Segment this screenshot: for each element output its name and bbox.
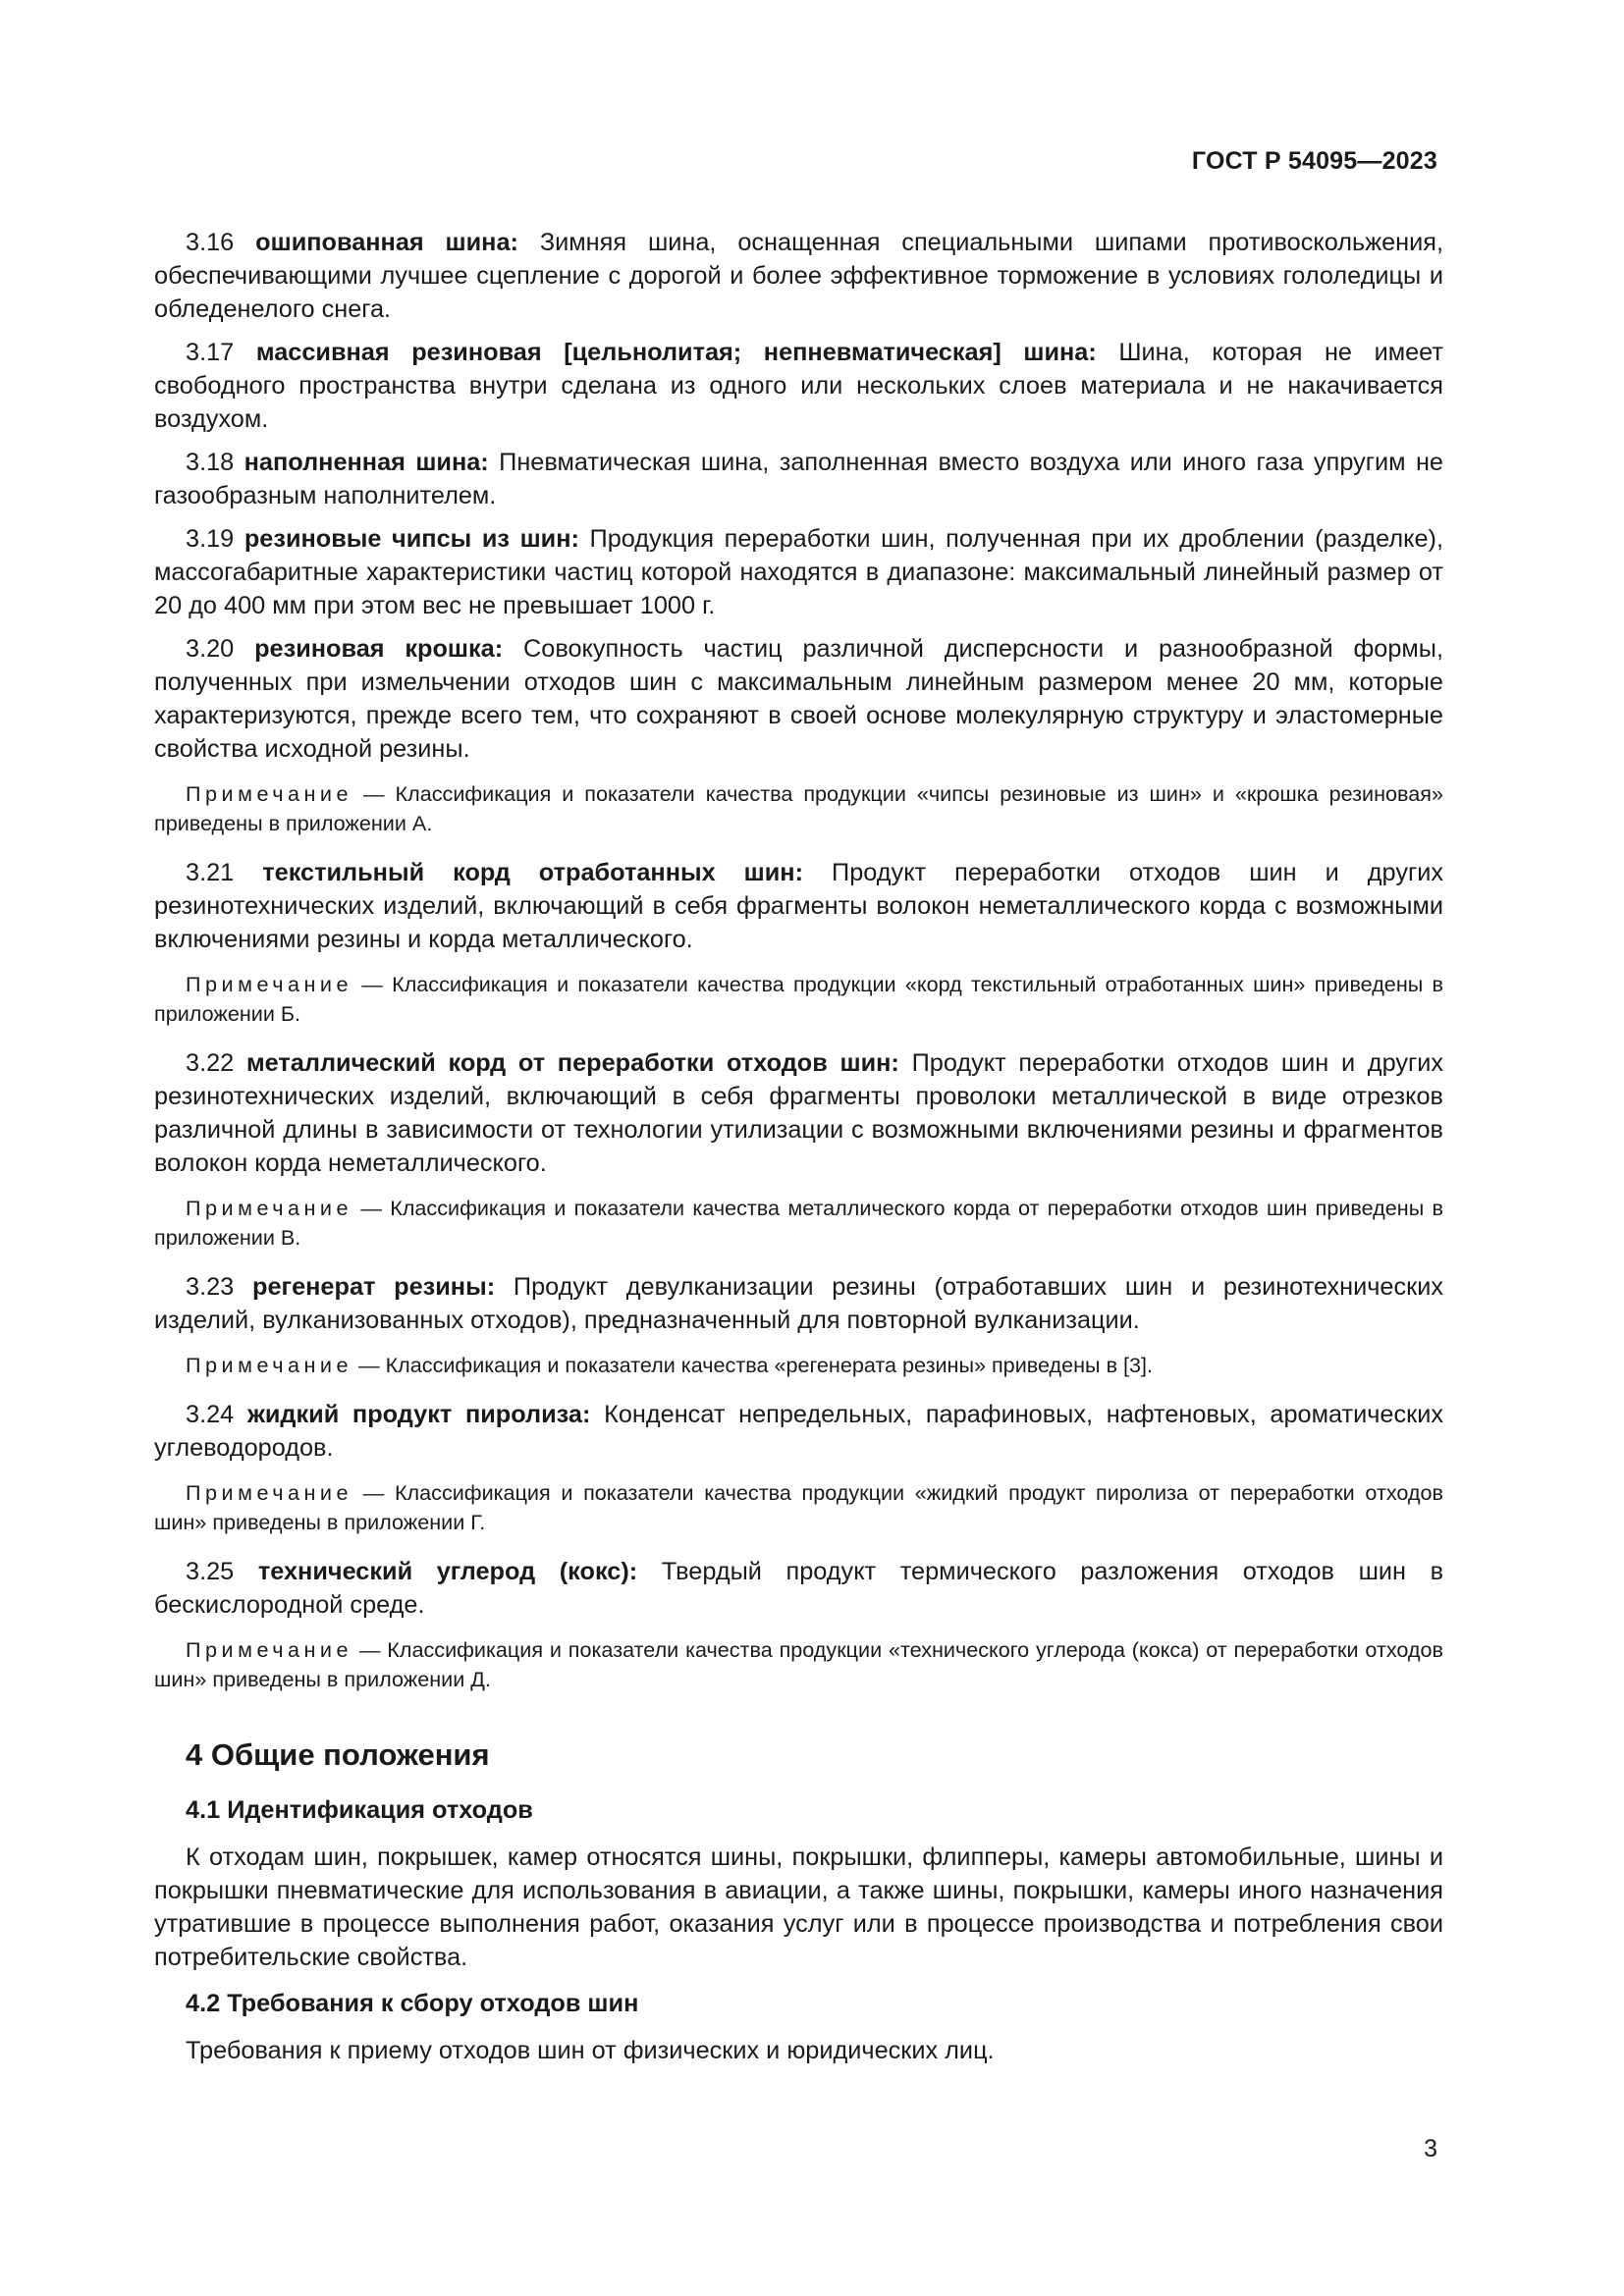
definition-text: Продукт переработки отходов шин и других резинотехнических изделий, включающий в себя фрагменты волокон неметаллического корда с возможными включениями резины и корда металлического. xyxy=(154,859,1443,953)
definition-text: Шина, которая не имеет свободного пространства внутри сделана из одного или нескольких слоев материала и не накачивается воздухом. xyxy=(154,339,1443,433)
definition-term: регенерат резины: xyxy=(252,1273,496,1301)
definition-term: технический углерод (кокс): xyxy=(257,1558,638,1585)
note-3-20 xyxy=(154,779,1443,838)
definition-text: Продукт девулканизации резины (отработавших шин и резинотехнических изделий, вулканизованных отходов), предназначенный для повторной вулканизации. xyxy=(154,1273,1443,1334)
definition-number: 3.23 xyxy=(186,1273,235,1301)
note-3-23 xyxy=(154,1351,1443,1380)
document-code: ГОСТ Р 54095—2023 xyxy=(1191,147,1437,175)
note-text: — Классификация и показатели качества продукции «корд текстильный отработанных шин» приведены в приложении Б. xyxy=(154,972,1444,1026)
note-label: Примечание xyxy=(186,781,352,806)
definition-3-23 xyxy=(154,1270,1443,1337)
definition-number: 3.22 xyxy=(186,1049,235,1077)
definition-3-21 xyxy=(154,856,1443,956)
section-4-2-text: Требования к приему отходов шин от физических и юридических лиц. xyxy=(186,2037,995,2064)
definition-term: резиновая крошка: xyxy=(254,635,504,663)
note-text: — Классификация и показатели качества продукции «чипсы резиновые из шин» и «крошка резиновая» приведены в приложении А. xyxy=(154,781,1443,835)
definition-term: массивная резиновая [цельнолитая; непневматическая] шина: xyxy=(255,339,1097,366)
section-4-heading: 4 Общие положения xyxy=(186,1737,490,1772)
page-number: 3 xyxy=(1424,2135,1437,2163)
definition-term: резиновые чипсы из шин: xyxy=(244,525,579,553)
definition-3-19 xyxy=(154,522,1443,622)
note-text: — Классификация и показатели качества «регенерата резины» приведены в [3]. xyxy=(358,1353,1154,1377)
note-text: — Классификация и показатели качества продукции «жидкий продукт пиролиза от переработки отходов шин» приведены в приложении Г. xyxy=(154,1480,1444,1534)
definition-text: Зимняя шина, оснащенная специальными шипами противоскольжения, обеспечивающими лучшее сцепление с дорогой и более эффективное торможение в условиях гололедицы и обледенелого снега. xyxy=(154,229,1444,323)
note-label: Примечание xyxy=(186,1353,352,1377)
note-label: Примечание xyxy=(186,1196,352,1220)
definition-number: 3.19 xyxy=(186,525,235,553)
definition-term: текстильный корд отработанных шин: xyxy=(262,859,804,886)
definition-text: Твердый продукт термического разложения отходов шин в бескислородной среде. xyxy=(154,1558,1444,1619)
definition-term: наполненная шина: xyxy=(244,449,489,476)
definition-3-22 xyxy=(154,1046,1443,1180)
note-3-21 xyxy=(154,970,1443,1029)
definition-term: ошипованная шина: xyxy=(255,229,518,256)
definition-text: Совокупность частиц различной дисперсности и разнообразной формы, полученных при измельчении отходов шин с максимальным линейным размером менее 20 мм, которые характеризуются, прежде всего тем, что сохраняют в своей основе молекулярную структуру и эластомерные свойства исходной резины. xyxy=(154,635,1444,763)
note-label: Примечание xyxy=(186,1637,352,1662)
section-4-2-heading: 4.2 Требования к сбору отходов шин xyxy=(186,1990,639,2017)
definition-3-18 xyxy=(154,446,1443,512)
definition-number: 3.17 xyxy=(186,339,235,366)
note-text: — Классификация и показатели качества металлического корда от переработки отходов шин приведены в приложении В. xyxy=(154,1196,1444,1250)
definition-3-25 xyxy=(154,1555,1443,1622)
definition-number: 3.21 xyxy=(186,859,235,886)
definition-number: 3.25 xyxy=(186,1558,235,1585)
note-3-24 xyxy=(154,1478,1443,1537)
definition-3-24 xyxy=(154,1398,1443,1465)
note-3-25 xyxy=(154,1635,1443,1694)
note-label: Примечание xyxy=(186,1480,352,1505)
section-4-1-heading: 4.1 Идентификация отходов xyxy=(186,1796,533,1824)
note-3-22 xyxy=(154,1194,1443,1253)
page-content xyxy=(154,226,1443,2077)
definition-number: 3.18 xyxy=(186,449,235,476)
definition-text: Продукт переработки отходов шин и других резинотехнических изделий, включающий в себя фрагменты проволоки металлической в виде отрезков различной длины в зависимости от технологии утилизации с возможными включениями резины и фрагментов волокон корда неметаллического. xyxy=(154,1049,1444,1177)
definition-term: жидкий продукт пиролиза: xyxy=(246,1401,591,1428)
definition-number: 3.16 xyxy=(186,229,235,256)
section-4-1-text: К отходам шин, покрышек, камер относятся шины, покрышки, флипперы, камеры автомобильные, шины и покрышки пневматические для использования в авиации, а также шины, покрышки, камеры иного назначения утратившие в процессе выполнения работ, оказания услуг или в процессе производства и потребления свои потребительские свойства. xyxy=(154,1843,1443,1971)
definition-text: Конденсат непредельных, парафиновых, нафтеновых, ароматических углеводородов. xyxy=(154,1401,1443,1462)
definition-number: 3.20 xyxy=(186,635,235,663)
definition-term: металлический корд от переработки отходов шин: xyxy=(245,1049,899,1077)
note-label: Примечание xyxy=(186,972,352,996)
note-text: — Классификация и показатели качества продукции «технического углерода (кокса) от переработки отходов шин» приведены в приложении Д. xyxy=(154,1637,1444,1691)
definition-number: 3.24 xyxy=(186,1401,235,1428)
definition-3-17 xyxy=(154,336,1443,436)
definition-text: Продукция переработки шин, полученная при их дроблении (разделке), массогабаритные характеристики частиц которой находятся в диапазоне: максимальный линейный размер от 20 до 400 мм при этом вес не превышает 1000 г. xyxy=(154,525,1444,619)
definition-3-20 xyxy=(154,632,1443,766)
definition-3-16 xyxy=(154,226,1443,326)
definition-text: Пневматическая шина, заполненная вместо воздуха или иного газа упругим не газообразным наполнителем. xyxy=(154,449,1443,509)
